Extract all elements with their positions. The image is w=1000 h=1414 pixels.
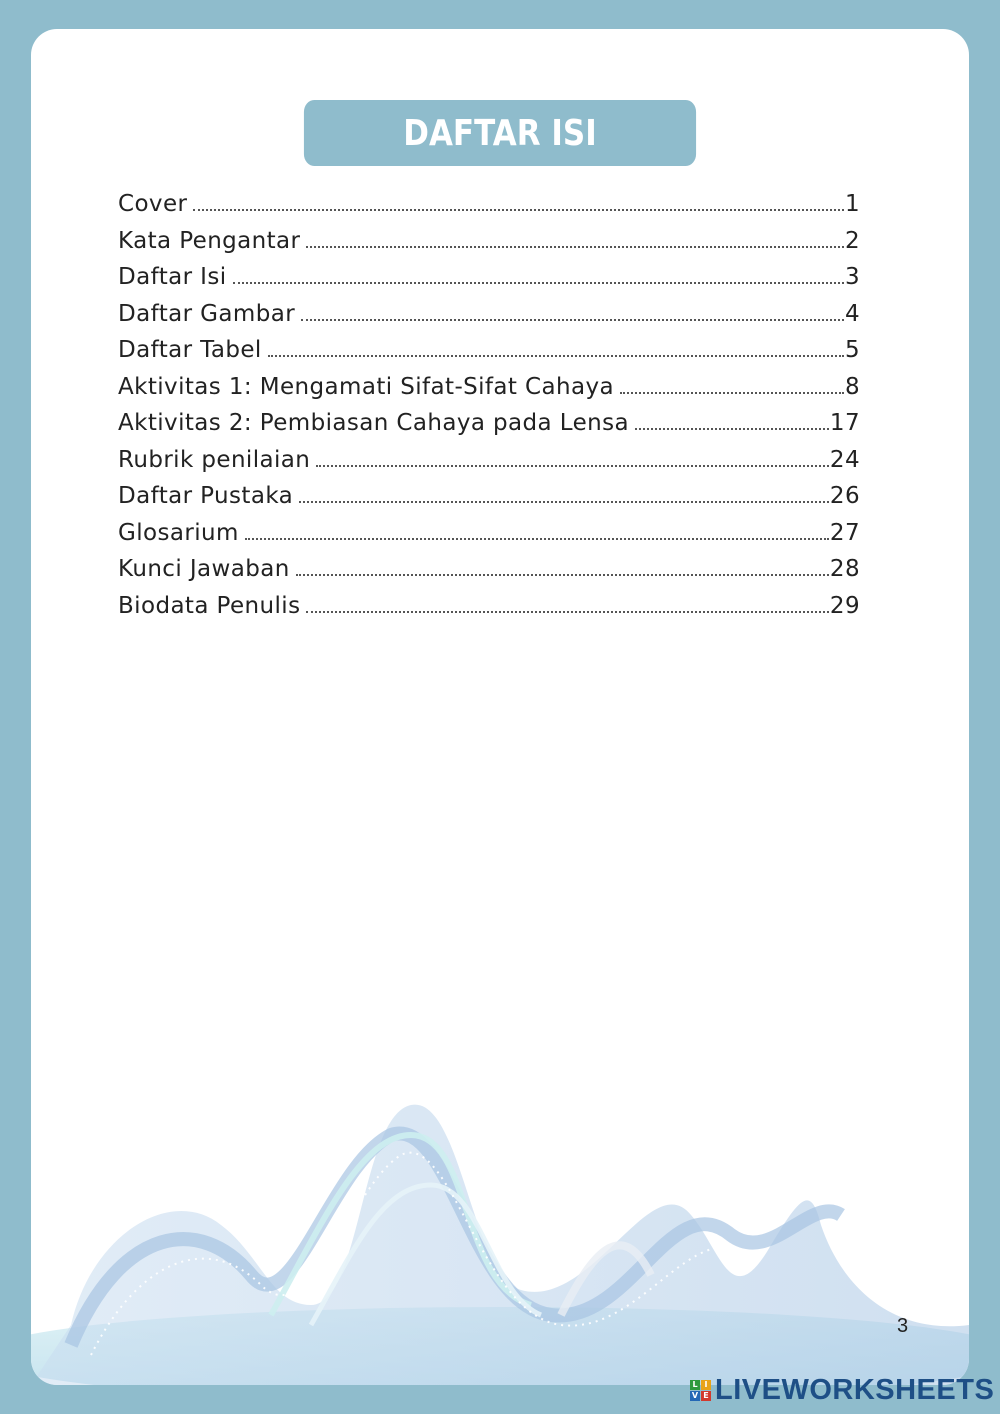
- toc-leader: [301, 313, 844, 321]
- toc-label: Kata Pengantar: [118, 227, 301, 254]
- logo-letter: E: [701, 1391, 711, 1401]
- toc-entry[interactable]: [118, 301, 860, 338]
- toc-leader: [296, 568, 829, 576]
- toc-entry[interactable]: [118, 556, 860, 593]
- toc-label: Daftar Pustaka: [118, 483, 294, 509]
- toc-label: Glosarium: [118, 519, 239, 546]
- toc-entry[interactable]: [118, 374, 860, 411]
- toc-leader: [635, 422, 829, 430]
- toc-leader: [233, 276, 844, 284]
- toc-page-number: 8: [844, 373, 860, 400]
- liveworksheets-logo-icon: [690, 1380, 711, 1401]
- toc-label: Aktivitas 2: Pembiasan Cahaya pada Lensa: [118, 410, 629, 436]
- toc-page-number: 27: [829, 519, 860, 546]
- document-page: [31, 29, 969, 1385]
- toc-label: Cover: [118, 191, 188, 217]
- toc-entry[interactable]: [118, 593, 860, 630]
- wave-decoration: [31, 1075, 969, 1385]
- toc-leader: [245, 532, 829, 540]
- toc-label: Kunci Jawaban: [118, 556, 290, 582]
- page-number: 3: [897, 1315, 909, 1337]
- toc-page-number: 1: [844, 191, 860, 217]
- toc-entry[interactable]: [118, 520, 860, 557]
- toc-entry[interactable]: [118, 447, 860, 484]
- toc-label: Biodata Penulis: [118, 592, 301, 619]
- toc-entry[interactable]: [118, 264, 860, 301]
- toc-leader: [620, 386, 844, 394]
- toc-leader: [316, 459, 829, 467]
- logo-letter: L: [690, 1380, 700, 1390]
- toc-page-number: 29: [829, 592, 860, 619]
- logo-letter: I: [701, 1380, 711, 1390]
- toc-entry[interactable]: [118, 483, 860, 520]
- toc-entry[interactable]: [118, 410, 860, 447]
- toc-page-number: 26: [829, 483, 860, 509]
- page-title: DAFTAR ISI: [304, 100, 696, 166]
- toc-page-number: 5: [844, 337, 860, 363]
- logo-letter: V: [691, 1391, 699, 1400]
- toc-entry[interactable]: [118, 337, 860, 374]
- toc-label: Daftar Tabel: [118, 337, 262, 363]
- toc-label: Daftar Isi: [118, 264, 227, 290]
- toc-leader: [306, 240, 844, 248]
- toc-page-number: 17: [829, 410, 860, 436]
- toc-page-number: 3: [844, 264, 860, 290]
- toc-entry[interactable]: [118, 228, 860, 265]
- toc-leader: [193, 203, 844, 211]
- toc-page-number: 28: [829, 556, 860, 582]
- toc-leader: [268, 349, 844, 357]
- toc-entry[interactable]: [118, 191, 860, 228]
- toc-page-number: 4: [844, 300, 860, 327]
- liveworksheets-brand[interactable]: [690, 1374, 994, 1407]
- toc-leader: [306, 605, 828, 613]
- table-of-contents: [118, 191, 860, 629]
- toc-page-number: 2: [844, 227, 860, 254]
- toc-label: Rubrik penilaian: [118, 446, 311, 473]
- brand-name: LIVEWORKSHEETS: [715, 1374, 995, 1406]
- toc-page-number: 24: [829, 446, 860, 473]
- toc-label: Aktivitas 1: Mengamati Sifat-Sifat Cahaya: [118, 373, 614, 400]
- toc-leader: [299, 495, 829, 503]
- toc-label: Daftar Gambar: [118, 300, 296, 327]
